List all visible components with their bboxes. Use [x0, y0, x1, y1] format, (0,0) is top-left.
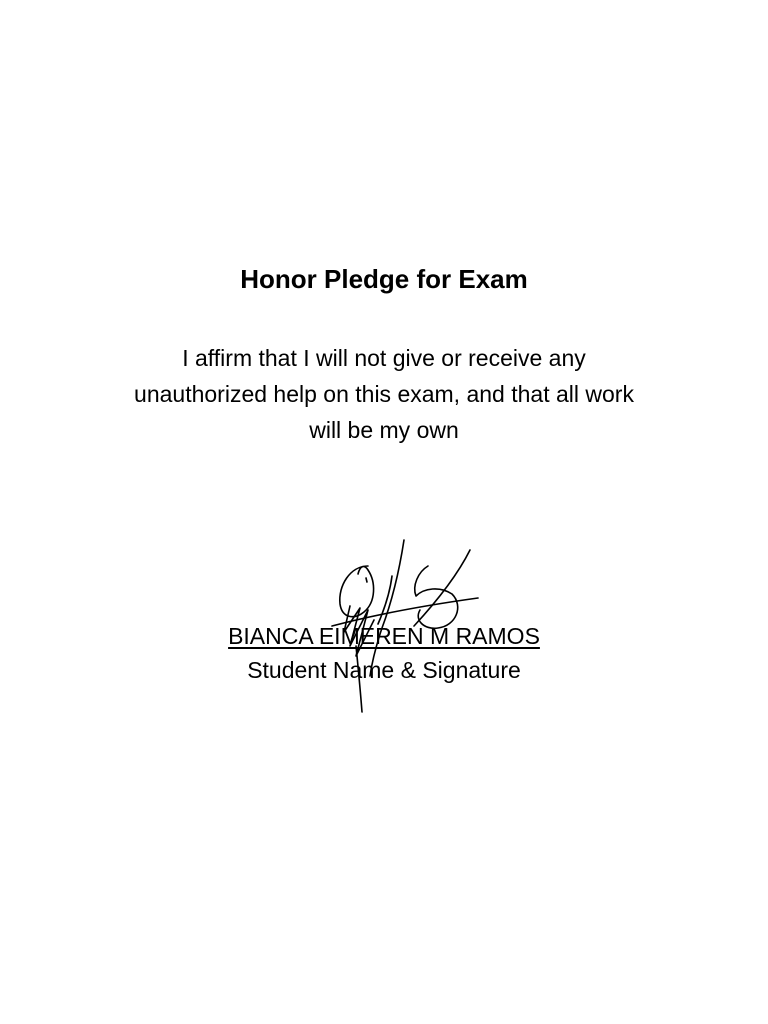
- signature-stroke-tick: [366, 578, 367, 582]
- document-title: Honor Pledge for Exam: [240, 264, 528, 294]
- signature-stroke-right-loop: [415, 566, 458, 628]
- student-name: BIANCA EIMEREN M RAMOS: [228, 623, 540, 649]
- signature-stroke-vertical-2: [378, 576, 392, 624]
- pledge-line-3: will be my own: [309, 417, 459, 443]
- pledge-line-1: I affirm that I will not give or receive any: [182, 345, 586, 371]
- signature-caption: Student Name & Signature: [247, 657, 521, 683]
- signature-stroke-diagonal: [414, 550, 470, 626]
- pledge-line-2: unauthorized help on this exam, and that all work: [134, 381, 634, 407]
- student-name-line: [0, 620, 768, 652]
- pledge-text: [84, 340, 684, 448]
- signature-stroke-loop: [340, 566, 374, 617]
